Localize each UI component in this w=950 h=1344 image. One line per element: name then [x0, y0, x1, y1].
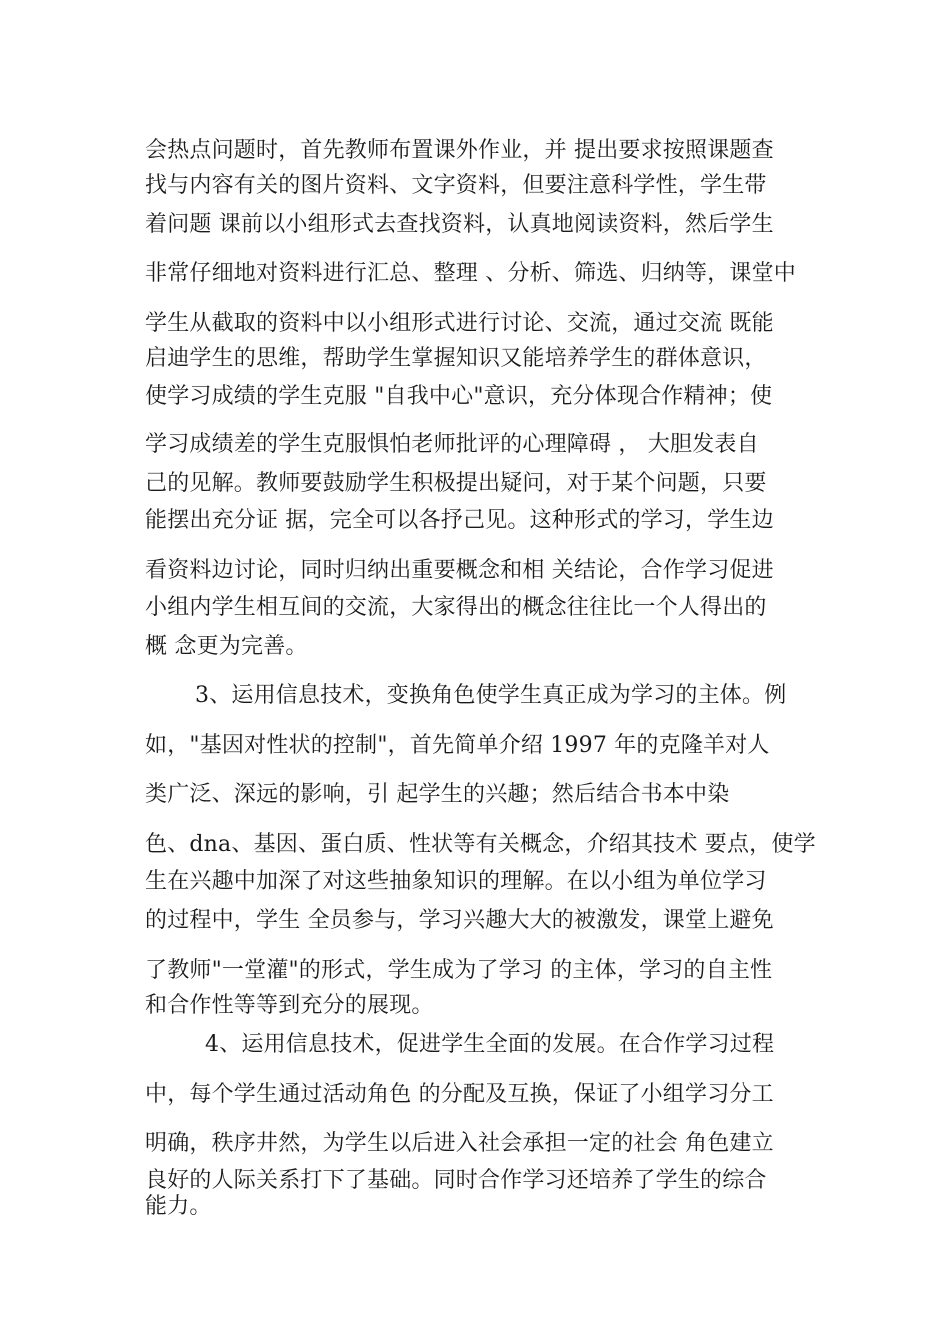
text-line: 会热点问题时，首先教师布置课外作业，并 提出要求按照课题查: [145, 138, 774, 163]
text-line: 小组内学生相互间的交流，大家得出的概念往往比一个人得出的: [145, 595, 767, 620]
text-line: 如，"基因对性状的控制"，首先简单介绍 1997 年的克隆羊对人: [145, 733, 770, 758]
text-line: 概 念更为完善。: [145, 634, 308, 659]
text-line: 良好的人际关系打下了基础。同时合作学习还培养了学生的综合: [145, 1168, 767, 1193]
text-line: 中，每个学生通过活动角色 的分配及互换，保证了小组学习分工: [145, 1082, 774, 1107]
text-line: 学习成绩差的学生克服惧怕老师批评的心理障碍 ， 大胆发表自: [145, 432, 759, 457]
text-line: 找与内容有关的图片资料、文字资料，但要注意科学性，学生带: [145, 173, 767, 198]
text-line: 启迪学生的思维，帮助学生掌握知识又能培养学生的群体意识，: [145, 346, 767, 371]
paragraph-3-first-line: 3、运用信息技术，变换角色使学生真正成为学习的主体。例: [195, 683, 787, 708]
text-line: 的过程中，学生 全员参与，学习兴趣大大的被激发，课堂上避免: [145, 908, 774, 933]
text-line: 己的见解。教师要鼓励学生积极提出疑问，对于某个问题，只要: [145, 471, 767, 496]
text-line: 学生从截取的资料中以小组形式进行讨论、交流，通过交流 既能: [145, 311, 774, 336]
text-line: 能摆出充分证 据，完全可以各抒己见。这种形式的学习，学生边: [145, 508, 774, 533]
text-line: 能力。: [145, 1194, 212, 1219]
text-line: 明确，秩序井然，为学生以后进入社会承担一定的社会 角色建立: [145, 1131, 774, 1156]
text-line: 生在兴趣中加深了对这些抽象知识的理解。在以小组为单位学习: [145, 869, 767, 894]
text-line: 看资料边讨论，同时归纳出重要概念和相 关结论，合作学习促进: [145, 558, 774, 583]
text-line: 和合作性等等到充分的展现。: [145, 993, 434, 1018]
text-line: 了教师"一堂灌"的形式，学生成为了学习 的主体，学习的自主性: [145, 958, 773, 983]
text-line: 类广泛、深远的影响，引 起学生的兴趣；然后结合书本中染: [145, 782, 730, 807]
paragraph-4-first-line: 4、运用信息技术，促进学生全面的发展。在合作学习过程: [205, 1032, 775, 1057]
text-line: 使学习成绩的学生克服 "自我中心"意识，充分体现合作精神；使: [145, 384, 773, 409]
text-line: 非常仔细地对资料进行汇总、整理 、分析、筛选、归纳等，课堂中: [145, 261, 796, 286]
text-line: 色、dna、基因、蛋白质、性状等有关概念，介绍其技术 要点，使学: [145, 832, 816, 857]
text-line: 着问题 课前以小组形式去查找资料，认真地阅读资料，然后学生: [145, 212, 774, 237]
